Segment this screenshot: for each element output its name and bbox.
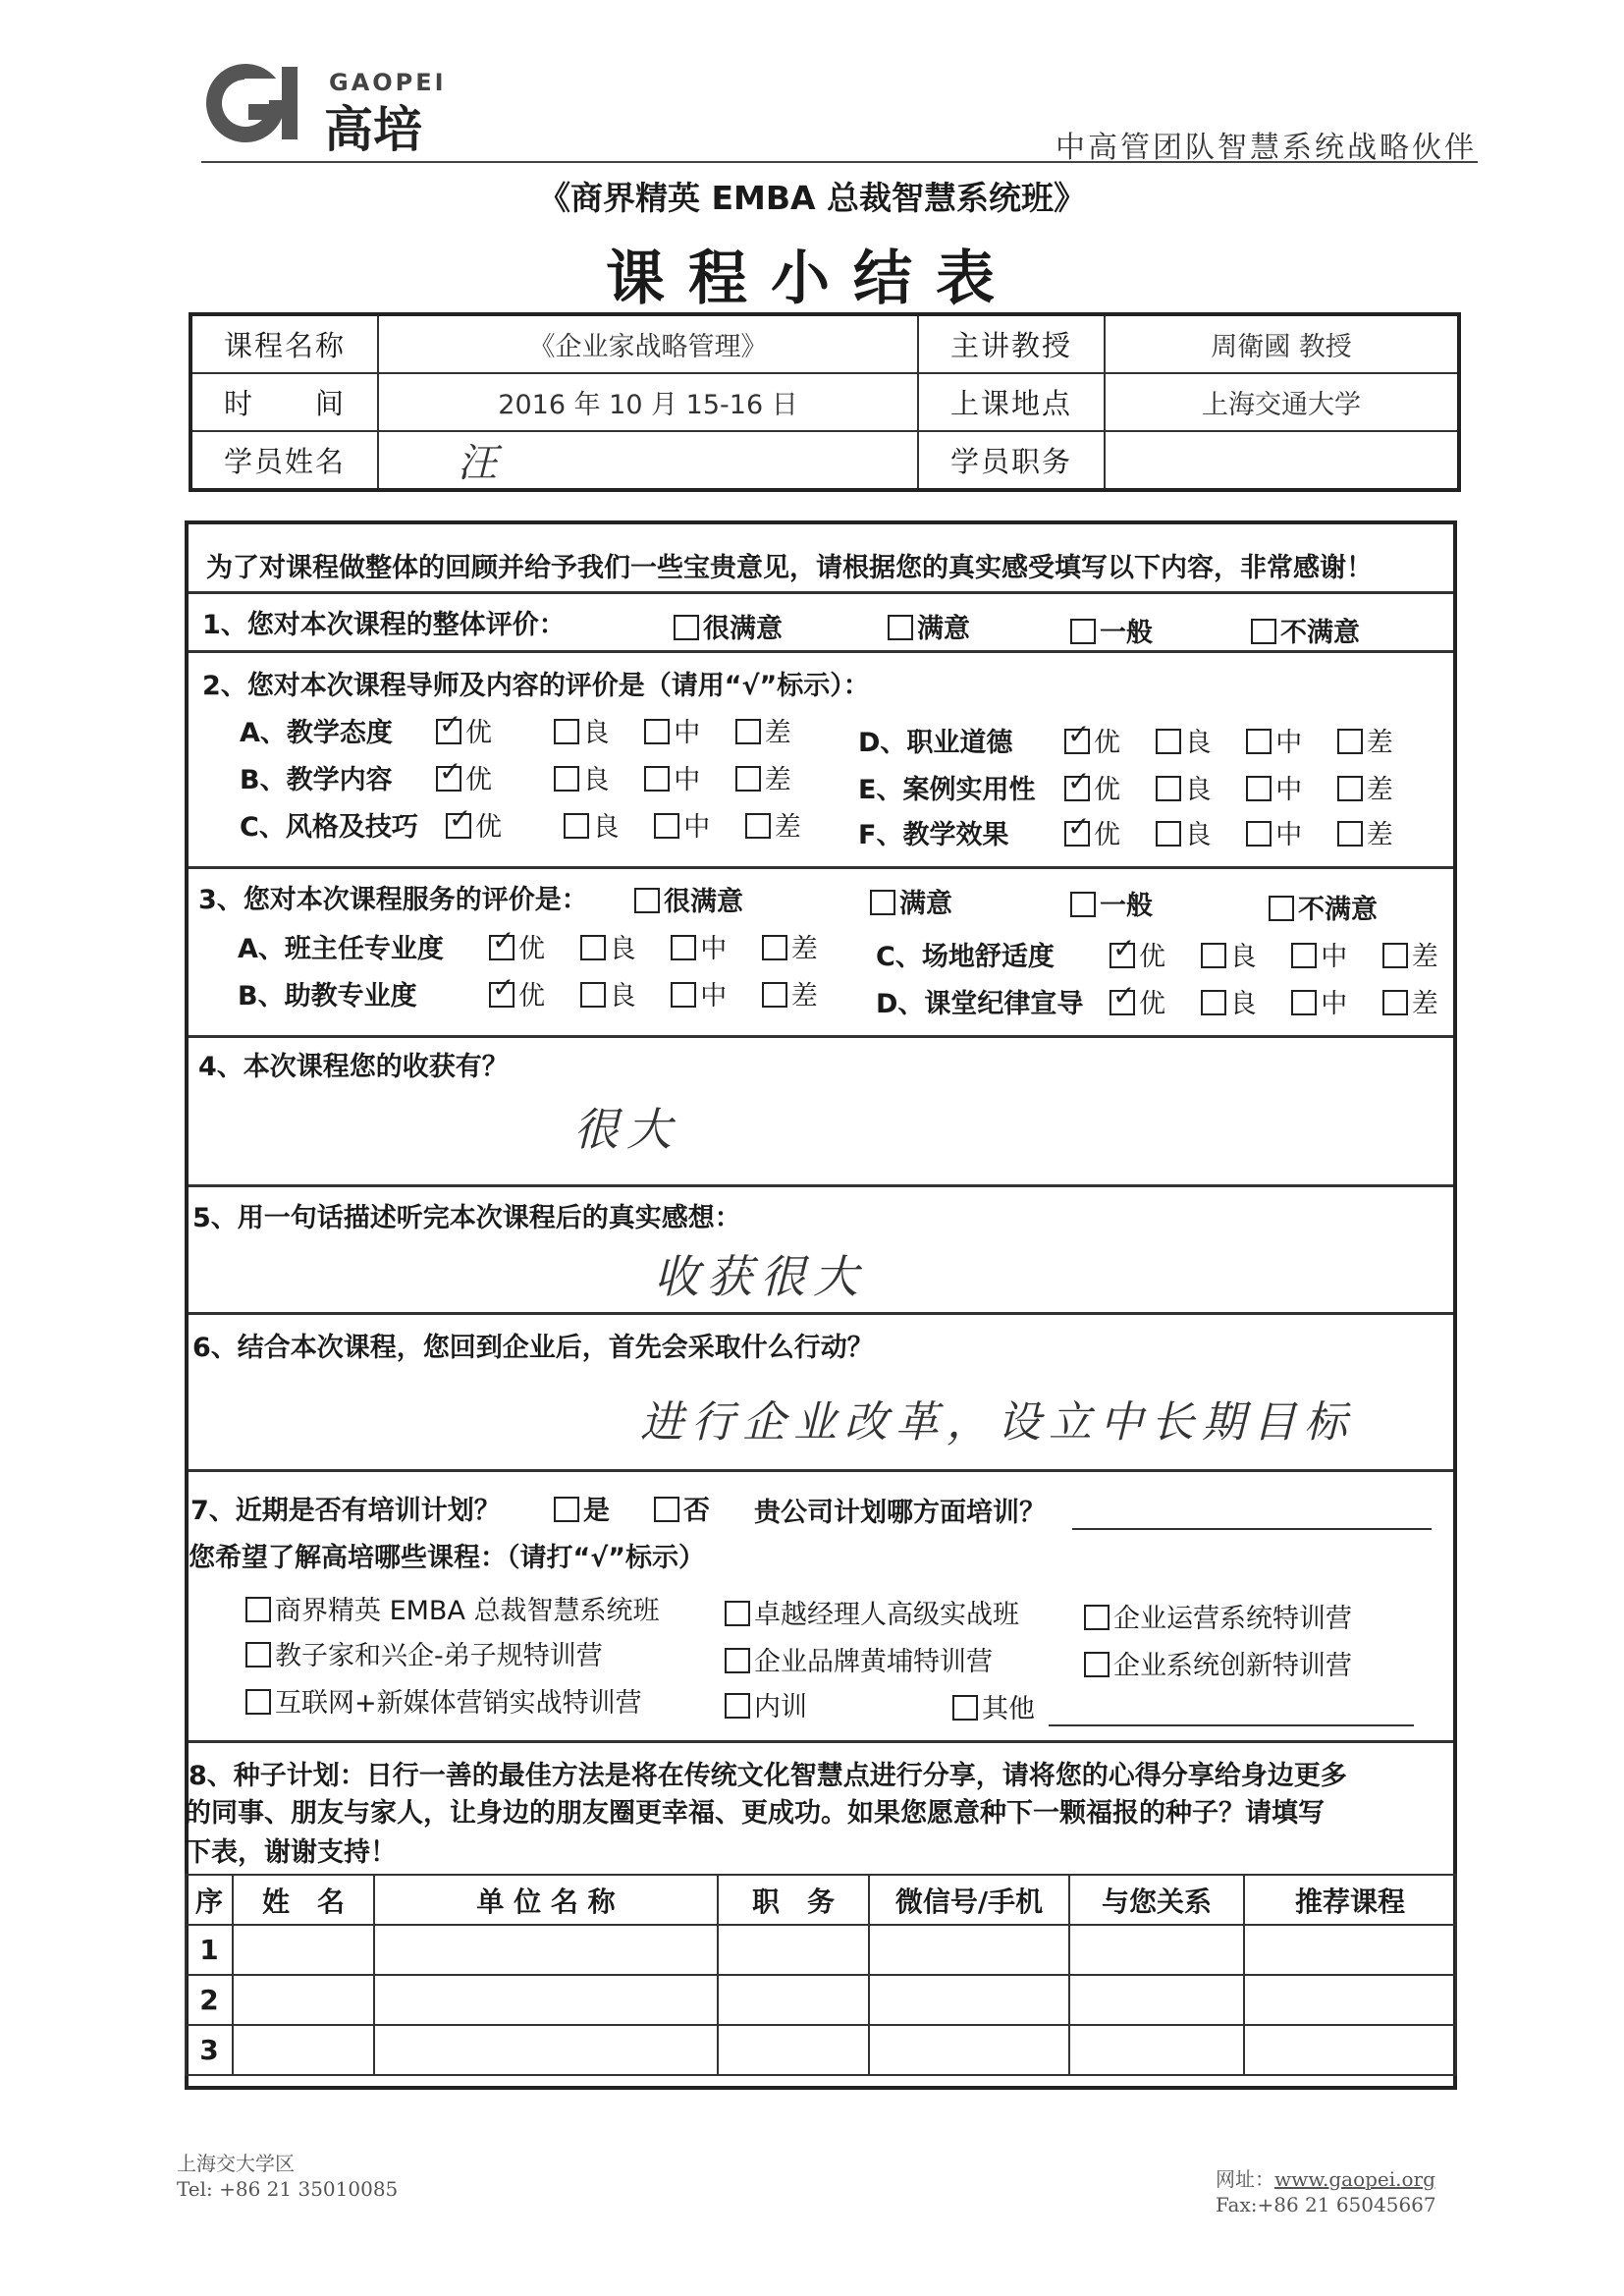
form-title: 课程小结表 [606, 245, 1018, 313]
cell[interactable] [718, 2025, 869, 2075]
q3-option-average[interactable]: 一般 [1070, 884, 1153, 922]
cell[interactable] [869, 1925, 1069, 1975]
checkbox[interactable] [1269, 896, 1294, 921]
table-row [186, 1925, 1456, 1975]
cell[interactable] [1069, 1925, 1244, 1975]
course-option-brand[interactable]: 企业品牌黄埔特训营 [725, 1640, 993, 1678]
checkbox[interactable] [1070, 892, 1096, 917]
checkbox[interactable] [245, 1689, 271, 1715]
q1-option-very-satisfied[interactable]: 很满意 [674, 607, 783, 645]
checkbox[interactable] [654, 813, 679, 839]
q6-section [189, 1312, 1453, 1315]
q1-section [189, 591, 1453, 594]
checkbox[interactable] [245, 1597, 271, 1622]
checkbox[interactable] [1110, 943, 1135, 968]
q1-option-average[interactable]: 一般 [1070, 611, 1153, 649]
checkbox[interactable] [762, 935, 787, 960]
q2-item-e-label: E、案例实用性 [858, 775, 1036, 805]
cell[interactable] [374, 2025, 718, 2075]
time-field[interactable]: 2016 年 10 月 15-16 日 [378, 373, 918, 431]
footer-campus: 上海交大学区 [177, 2152, 295, 2175]
program-title: 《商界精英 EMBA 总裁智慧系统班》 [537, 179, 1087, 217]
q2-item-e-ratings[interactable]: ✓优 良 中 差 [1064, 768, 1393, 806]
cell[interactable] [1244, 2025, 1456, 2075]
course-option-emba[interactable]: 商界精英 EMBA 总裁智慧系统班 [245, 1589, 660, 1627]
q2-item-b-label: B、教学内容 [240, 765, 393, 795]
cell[interactable] [233, 2025, 374, 2075]
q8-line-1: 8、种子计划：日行一善的最佳方法是将在传统文化智慧点进行分享，请将您的心得分享给身边更多 [189, 1761, 1347, 1791]
checkbox[interactable] [1070, 619, 1096, 644]
course-option-innovation[interactable]: 企业系统创新特训营 [1084, 1644, 1352, 1682]
checkbox[interactable] [489, 982, 514, 1008]
q2-item-c-label: C、风格及技巧 [240, 812, 418, 843]
q7-yes-option[interactable]: 是 [554, 1489, 610, 1527]
header-divider [201, 161, 1478, 163]
checkbox[interactable] [674, 615, 699, 640]
table-header-row [186, 1875, 1456, 1925]
q2-item-d-ratings[interactable]: ✓优 良 中 差 [1064, 721, 1393, 759]
survey-intro: 为了对课程做整体的回顾并给予我们一些宝贵意见，请根据您的真实感受填写以下内容，非常感谢！ [206, 553, 1373, 583]
q4-answer[interactable]: 很大 [573, 1103, 679, 1156]
gaopei-logo-icon [201, 59, 319, 147]
col-header-company: 单 位 名 称 [374, 1875, 718, 1925]
checkbox[interactable] [436, 719, 461, 744]
logo-text-cn: 高培 [324, 101, 422, 158]
checkbox[interactable] [1246, 776, 1272, 801]
student-name-field[interactable]: 汪 [378, 431, 918, 490]
col-header-relation: 与您关系 [1069, 1875, 1244, 1925]
col-header-index: 序 [186, 1875, 233, 1925]
row-index: 2 [186, 1975, 233, 2025]
checkbox[interactable] [644, 766, 670, 792]
course-option-other[interactable]: 其他 [952, 1687, 1035, 1725]
table-row [186, 1975, 1456, 2025]
student-name-label: 学员姓名 [190, 431, 378, 490]
row-index: 1 [186, 1925, 233, 1975]
time-label: 时 间 [190, 373, 378, 431]
checkbox[interactable] [745, 813, 771, 839]
footer-tel: Tel: +86 21 35010085 [177, 2177, 399, 2201]
checkbox[interactable] [1156, 776, 1181, 801]
course-name-field[interactable]: 《企业家战略管理》 [378, 314, 918, 373]
q3-option-satisfied[interactable]: 满意 [870, 882, 952, 920]
q3-item-c-ratings[interactable]: ✓优 良 中 差 [1110, 935, 1438, 973]
checkbox[interactable] [1291, 990, 1317, 1015]
q6-label: 6、结合本次课程，您回到企业后，首先会采取什么行动？ [192, 1333, 874, 1363]
position-label: 学员职务 [918, 431, 1105, 490]
checkbox[interactable] [1291, 943, 1317, 968]
footer-contact-right [1216, 2166, 1436, 2217]
checkbox[interactable] [1251, 619, 1276, 644]
q8-line-3: 下表，谢谢支持！ [185, 1837, 397, 1868]
footer-contact-left [177, 2151, 398, 2202]
checkbox[interactable] [644, 719, 670, 744]
course-option-inhouse[interactable]: 内训 [725, 1685, 807, 1723]
location-field[interactable]: 上海交通大学 [1105, 373, 1459, 431]
checkbox[interactable] [1064, 821, 1090, 847]
q3-item-a-ratings[interactable]: ✓优 良 中 差 [489, 927, 818, 965]
course-other-field[interactable] [1049, 1724, 1414, 1726]
q3-label: 3、您对本次课程服务的评价是： [198, 885, 588, 915]
seed-plan-table [185, 1874, 1457, 2076]
q2-label: 2、您对本次课程导师及内容的评价是（请用“√”标示）： [202, 671, 870, 701]
checkbox[interactable] [554, 1497, 579, 1522]
checkbox[interactable] [1201, 943, 1226, 968]
q7-section [189, 1469, 1453, 1472]
checkbox[interactable] [1382, 990, 1408, 1015]
checkbox[interactable] [1382, 943, 1408, 968]
checkbox[interactable] [762, 982, 787, 1008]
row-index: 3 [186, 2025, 233, 2075]
checkbox[interactable] [436, 766, 461, 792]
course-option-internet[interactable]: 互联网+新媒体营销实战特训营 [245, 1681, 642, 1720]
cell[interactable] [1244, 1925, 1456, 1975]
q3-item-a-label: A、班主任专业度 [238, 934, 444, 964]
checkbox[interactable] [870, 890, 895, 915]
q3-item-d-ratings[interactable]: ✓优 良 中 差 [1110, 982, 1438, 1020]
course-name-label: 课程名称 [190, 314, 378, 373]
footer-site-label: 网址： [1216, 2167, 1274, 2191]
q4-section [189, 1035, 1453, 1038]
q2-section [189, 650, 1453, 653]
q3-option-very-satisfied[interactable]: 很满意 [634, 880, 743, 918]
cell[interactable] [1069, 1975, 1244, 2025]
footer-fax: Fax:+86 21 65045667 [1216, 2193, 1436, 2216]
course-option-manager[interactable]: 卓越经理人高级实战班 [725, 1593, 1019, 1631]
q6-answer[interactable]: 进行企业改革，设立中长期目标 [640, 1397, 1355, 1448]
q7-label: 7、近期是否有培训计划？ [190, 1496, 501, 1526]
q3-item-b-ratings[interactable]: ✓优 良 中 差 [489, 974, 818, 1012]
q1-option-satisfied[interactable]: 满意 [888, 607, 970, 645]
checkbox[interactable] [580, 935, 606, 960]
checkbox[interactable] [1064, 729, 1090, 754]
q7-no-option[interactable]: 否 [654, 1489, 710, 1527]
cell[interactable] [718, 1925, 869, 1975]
lecturer-label: 主讲教授 [918, 314, 1105, 373]
location-label: 上课地点 [918, 373, 1105, 431]
checkbox[interactable] [1110, 990, 1135, 1015]
q2-item-c-ratings[interactable]: ✓优 良 中 差 [446, 805, 801, 844]
checkbox[interactable] [245, 1642, 271, 1667]
checkbox[interactable] [1084, 1652, 1110, 1677]
checkbox[interactable] [1084, 1605, 1110, 1630]
checkbox[interactable] [725, 1601, 750, 1626]
course-option-operations[interactable]: 企业运营系统特训营 [1084, 1597, 1352, 1635]
checkbox[interactable] [1156, 729, 1181, 754]
col-header-position: 职 务 [718, 1875, 869, 1925]
cell[interactable] [869, 2025, 1069, 2075]
slogan: 中高管团队智慧系统战略伙伴 [1056, 131, 1477, 165]
checkbox[interactable] [489, 935, 514, 960]
footer-website-link[interactable]: www.gaopei.org [1274, 2167, 1435, 2191]
q7-which-label: 贵公司计划哪方面培训？ [754, 1498, 1046, 1528]
q3-item-b-label: B、助教专业度 [238, 981, 417, 1011]
lecturer-field[interactable]: 周衛國 教授 [1105, 314, 1459, 373]
checkbox[interactable] [725, 1648, 750, 1673]
q5-answer[interactable]: 收获很大 [654, 1250, 866, 1303]
q8-section [189, 1740, 1453, 1743]
checkbox[interactable] [1156, 821, 1181, 847]
checkbox[interactable] [725, 1693, 750, 1719]
checkbox[interactable] [1246, 821, 1272, 847]
col-header-name: 姓 名 [233, 1875, 374, 1925]
cell[interactable] [1244, 1975, 1456, 2025]
checkbox[interactable] [1337, 776, 1363, 801]
checkbox[interactable] [580, 982, 606, 1008]
q2-item-b-ratings[interactable]: ✓优 良 中 差 [436, 758, 791, 796]
survey-form [185, 520, 1457, 2090]
cell[interactable] [233, 1975, 374, 2025]
checkbox[interactable] [888, 615, 913, 640]
q1-option-unsatisfied[interactable]: 不满意 [1251, 611, 1360, 649]
cell[interactable] [374, 1925, 718, 1975]
q2-item-d-label: D、职业道德 [858, 728, 1013, 758]
cell[interactable] [233, 1925, 374, 1975]
cell[interactable] [718, 1975, 869, 2025]
checkbox[interactable] [634, 888, 660, 913]
q2-item-a-ratings[interactable]: ✓优 良 中 差 [436, 711, 791, 749]
logo-text-en: GAOPEI [329, 69, 447, 96]
q2-item-a-label: A、教学态度 [240, 718, 393, 748]
course-info-table [189, 312, 1461, 492]
cell[interactable] [1069, 2025, 1244, 2075]
q3-item-c-label: C、场地舒适度 [876, 942, 1055, 972]
q5-section [189, 1184, 1453, 1187]
q3-section [189, 866, 1453, 869]
checkbox[interactable] [554, 719, 579, 744]
checkbox[interactable] [1337, 729, 1363, 754]
checkbox[interactable] [735, 766, 761, 792]
checkbox[interactable] [1201, 990, 1226, 1015]
col-header-course: 推荐课程 [1244, 1875, 1456, 1925]
checkbox[interactable] [654, 1497, 679, 1522]
q1-label: 1、您对本次课程的整体评价： [202, 610, 566, 640]
cell[interactable] [869, 1975, 1069, 2025]
q7-courses-label: 您希望了解高培哪些课程：（请打“√”标示） [189, 1543, 705, 1573]
q3-option-unsatisfied[interactable]: 不满意 [1269, 888, 1378, 926]
checkbox[interactable] [1064, 776, 1090, 801]
col-header-contact: 微信号/手机 [869, 1875, 1069, 1925]
table-row [186, 2025, 1456, 2075]
q7-which-field[interactable] [1072, 1528, 1432, 1530]
checkbox[interactable] [952, 1695, 978, 1721]
course-option-dizigui[interactable]: 教子家和兴企-弟子规特训营 [245, 1634, 603, 1672]
position-field[interactable] [1105, 431, 1459, 490]
q4-label: 4、本次课程您的收获有？ [198, 1052, 509, 1082]
checkbox[interactable] [1337, 821, 1363, 847]
cell[interactable] [374, 1975, 718, 2025]
checkbox[interactable] [671, 982, 696, 1008]
checkbox[interactable] [1246, 729, 1272, 754]
q3-item-d-label: D、课堂纪律宣导 [876, 989, 1084, 1019]
q2-item-f-label: F、教学效果 [858, 820, 1009, 850]
checkbox[interactable] [735, 719, 761, 744]
q2-item-f-ratings[interactable]: ✓优 良 中 差 [1064, 813, 1393, 851]
q8-line-2: 的同事、朋友与家人，让身边的朋友圈更幸福、更成功。如果您愿意种下一颗福报的种子？请填写 [185, 1798, 1325, 1829]
checkbox[interactable] [446, 813, 471, 839]
checkbox[interactable] [671, 935, 696, 960]
checkbox[interactable] [554, 766, 579, 792]
checkbox[interactable] [564, 813, 589, 839]
q5-label: 5、用一句话描述听完本次课程后的真实感想： [192, 1203, 741, 1233]
